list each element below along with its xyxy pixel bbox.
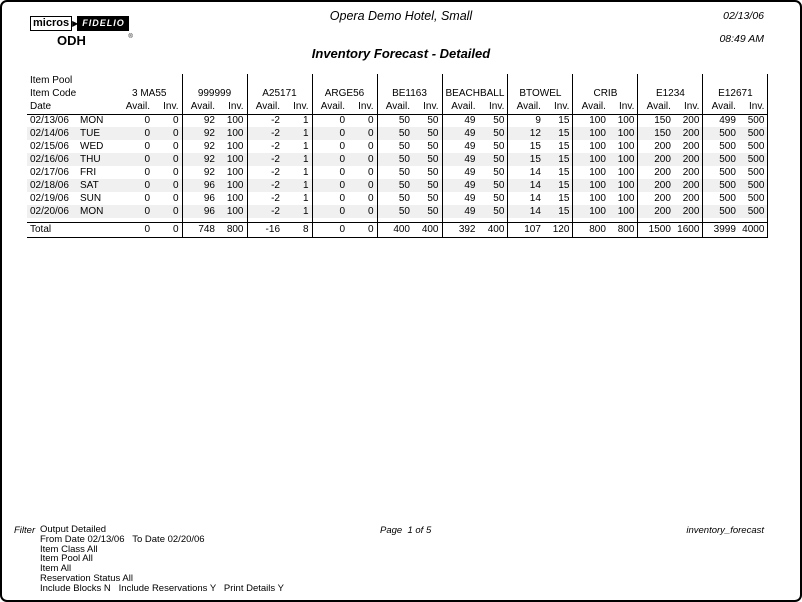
inv-value: 100 xyxy=(609,140,638,153)
avail-column-header: Avail. xyxy=(377,100,413,114)
inv-value: 15 xyxy=(544,166,573,179)
item-code-header: ARGE56 xyxy=(312,87,377,100)
inv-value: 50 xyxy=(413,140,442,153)
avail-column-header: Avail. xyxy=(312,100,348,114)
inv-value: 50 xyxy=(479,153,508,166)
avail-value: -2 xyxy=(247,179,283,192)
header-row-columns xyxy=(27,100,768,114)
total-avail-value: 3999 xyxy=(703,222,739,237)
date-cell: 02/19/06 xyxy=(30,192,69,204)
inv-value: 15 xyxy=(544,127,573,140)
item-pool-value xyxy=(638,74,703,87)
inv-column-header: Inv. xyxy=(674,100,703,114)
inv-value: 50 xyxy=(413,153,442,166)
avail-value: 200 xyxy=(638,205,674,218)
avail-value: -2 xyxy=(247,127,283,140)
inv-value: 1 xyxy=(283,140,312,153)
inv-value: 500 xyxy=(739,192,768,205)
avail-value: 96 xyxy=(182,179,218,192)
date-column-header: Date xyxy=(27,100,77,114)
total-avail-value: 107 xyxy=(508,222,544,237)
total-inv-value: 4000 xyxy=(739,222,768,237)
inv-value: 100 xyxy=(218,192,247,205)
avail-value: 150 xyxy=(654,114,671,126)
inv-value: 0 xyxy=(153,166,182,179)
avail-value: 50 xyxy=(398,166,410,178)
inv-value: 200 xyxy=(674,153,703,166)
inv-value: 0 xyxy=(348,127,377,140)
inv-value: 0 xyxy=(348,166,377,179)
avail-value: 49 xyxy=(442,179,479,192)
avail-value: 100 xyxy=(573,179,609,192)
inv-value: 1 xyxy=(283,153,312,166)
date-cell: 02/20/06 xyxy=(27,205,77,218)
table-row xyxy=(27,205,768,218)
avail-column-header: Avail. xyxy=(508,100,544,114)
inv-value: 50 xyxy=(479,192,508,205)
avail-value: 0 xyxy=(312,127,348,140)
total-inv-value: 400 xyxy=(479,222,508,237)
total-inv-value: 800 xyxy=(609,222,638,237)
item-pool-value xyxy=(312,74,377,87)
avail-value: 0 xyxy=(117,205,153,218)
avail-value: 49 xyxy=(442,205,479,218)
avail-value: 0 xyxy=(339,114,345,126)
inv-value: 50 xyxy=(413,205,442,218)
avail-value: 100 xyxy=(573,153,609,166)
forecast-table xyxy=(27,74,768,238)
report-date: 02/13/06 xyxy=(723,10,764,22)
avail-value: 200 xyxy=(654,192,671,204)
table-row xyxy=(27,127,768,140)
avail-value: 0 xyxy=(312,205,348,218)
total-inv-value: 800 xyxy=(218,222,247,237)
day-column-header xyxy=(77,100,117,114)
day-cell: FRI xyxy=(80,166,97,178)
inv-value: 0 xyxy=(153,114,182,127)
inv-value: 50 xyxy=(479,127,508,140)
date-cell: 02/13/06 xyxy=(30,114,69,126)
inv-value: 100 xyxy=(609,127,638,140)
inv-value: 50 xyxy=(479,205,508,218)
inv-value: 0 xyxy=(348,179,377,192)
avail-value: 0 xyxy=(144,140,150,152)
inv-value: 100 xyxy=(218,179,247,192)
total-avail-value: 748 xyxy=(182,222,218,237)
hotel-name: Opera Demo Hotel, Small xyxy=(329,9,473,23)
total-label: Total xyxy=(27,222,117,237)
avail-value: 9 xyxy=(535,114,541,126)
inv-value: 200 xyxy=(674,192,703,205)
registered-mark: ® xyxy=(128,34,133,40)
avail-value: 0 xyxy=(312,179,348,192)
inv-value: 0 xyxy=(153,127,182,140)
filter-line: Output Detailed xyxy=(40,524,107,535)
day-cell: MON xyxy=(77,205,117,218)
inv-value: 0 xyxy=(153,140,182,153)
avail-value: 49 xyxy=(464,192,476,204)
inv-value: 100 xyxy=(218,205,247,218)
page-number: Page 1 of 5 xyxy=(380,525,432,536)
inv-value: 0 xyxy=(348,205,377,218)
item-code-header: E12671 xyxy=(703,87,768,100)
item-code-header: 999999 xyxy=(182,87,247,100)
date-cell: 02/16/06 xyxy=(27,153,77,166)
avail-value: 200 xyxy=(654,140,671,152)
avail-value: -2 xyxy=(271,166,280,178)
inv-value: 100 xyxy=(609,166,638,179)
inv-value: 500 xyxy=(739,166,768,179)
inv-column-header: Inv. xyxy=(739,100,768,114)
item-pool-value xyxy=(508,74,573,87)
inv-value: 50 xyxy=(479,114,508,127)
filter-line: Item Pool All xyxy=(40,553,93,565)
inv-value: 100 xyxy=(218,153,247,166)
inv-value: 200 xyxy=(674,205,703,218)
inv-value: 0 xyxy=(153,205,182,218)
inv-value: 50 xyxy=(413,179,442,192)
inv-value: 0 xyxy=(348,114,377,127)
avail-value: 0 xyxy=(339,166,345,178)
inv-value: 50 xyxy=(413,114,442,127)
inv-value: 15 xyxy=(544,153,573,166)
avail-value: 92 xyxy=(203,114,215,126)
avail-value: 12 xyxy=(508,127,544,140)
inv-value: 500 xyxy=(739,127,768,140)
avail-value: 14 xyxy=(508,179,544,192)
inv-value: 50 xyxy=(413,192,442,205)
inv-column-header: Inv. xyxy=(544,100,573,114)
avail-value: 14 xyxy=(529,166,541,178)
avail-value: 150 xyxy=(638,127,674,140)
micros-logo-text: micros xyxy=(30,16,72,31)
inv-value: 0 xyxy=(348,153,377,166)
avail-value: 500 xyxy=(719,192,736,204)
item-pool-label: Item Pool xyxy=(30,74,73,86)
avail-value: 100 xyxy=(573,127,609,140)
avail-value: 100 xyxy=(573,205,609,218)
table-row xyxy=(27,153,768,166)
avail-value: 50 xyxy=(377,153,413,166)
avail-value: 100 xyxy=(589,192,606,204)
avail-value: 0 xyxy=(117,179,153,192)
inv-value: 100 xyxy=(609,205,638,218)
day-cell: MON xyxy=(80,114,104,126)
total-avail-value: 800 xyxy=(573,222,609,237)
item-pool-value xyxy=(247,74,312,87)
date-cell: 02/14/06 xyxy=(27,127,77,140)
avail-value: 500 xyxy=(703,179,739,192)
avail-value: -2 xyxy=(271,192,280,204)
total-inv-value: 400 xyxy=(413,222,442,237)
avail-column-header: Avail. xyxy=(573,100,609,114)
inv-value: 100 xyxy=(609,179,638,192)
inv-value: 200 xyxy=(674,140,703,153)
inv-value: 1 xyxy=(283,127,312,140)
item-pool-value xyxy=(573,74,638,87)
avail-value: 0 xyxy=(144,166,150,178)
avail-value: 500 xyxy=(719,166,736,178)
inv-value: 50 xyxy=(479,166,508,179)
logo-arrow-icon: ▶ xyxy=(72,19,79,29)
day-cell: SAT xyxy=(77,179,117,192)
inv-column-header: Inv. xyxy=(153,100,182,114)
avail-value: 15 xyxy=(529,140,541,152)
inv-column-header: Inv. xyxy=(283,100,312,114)
date-cell: 02/17/06 xyxy=(30,166,69,178)
inv-value: 100 xyxy=(218,114,247,127)
total-avail-value: -16 xyxy=(247,222,283,237)
avail-value: 49 xyxy=(464,114,476,126)
inv-value: 15 xyxy=(544,179,573,192)
avail-value: 0 xyxy=(312,153,348,166)
total-row xyxy=(27,222,768,237)
inv-value: 50 xyxy=(413,127,442,140)
avail-value: 49 xyxy=(442,127,479,140)
avail-value: 200 xyxy=(638,153,674,166)
avail-value: 50 xyxy=(398,114,410,126)
item-code-header: E1234 xyxy=(638,87,703,100)
avail-value: 499 xyxy=(719,114,736,126)
inv-value: 15 xyxy=(544,114,573,127)
avail-value: 50 xyxy=(377,127,413,140)
table-row xyxy=(27,140,768,153)
avail-value: 500 xyxy=(703,153,739,166)
avail-value: 14 xyxy=(529,192,541,204)
day-cell: WED xyxy=(80,140,104,152)
inv-value: 1 xyxy=(283,166,312,179)
day-cell: SUN xyxy=(80,192,102,204)
table-row xyxy=(27,166,768,179)
item-code-header: BE1163 xyxy=(377,87,442,100)
inv-value: 500 xyxy=(739,205,768,218)
item-pool-value xyxy=(182,74,247,87)
date-cell: 02/15/06 xyxy=(30,140,69,152)
fidelio-logo-text: FIDELIO xyxy=(77,16,129,31)
inv-value: 500 xyxy=(739,153,768,166)
filter-label: Filter xyxy=(14,525,36,536)
report-time: 08:49 AM xyxy=(719,33,764,45)
avail-value: 50 xyxy=(398,140,410,152)
inv-column-header: Inv. xyxy=(479,100,508,114)
inv-value: 0 xyxy=(153,179,182,192)
total-inv-value: 8 xyxy=(283,222,312,237)
avail-value: 50 xyxy=(398,192,410,204)
avail-column-header: Avail. xyxy=(703,100,739,114)
item-pool-value xyxy=(117,74,182,87)
avail-value: 0 xyxy=(339,192,345,204)
item-code-header: CRIB xyxy=(573,87,638,100)
total-inv-value: 0 xyxy=(348,222,377,237)
filter-line: From Date 02/13/06 To Date 02/20/06 xyxy=(40,533,205,545)
item-code-header: 3 MA55 xyxy=(117,87,182,100)
avail-value: 500 xyxy=(703,127,739,140)
inv-value: 50 xyxy=(413,166,442,179)
inv-value: 50 xyxy=(479,179,508,192)
avail-value: 0 xyxy=(117,127,153,140)
avail-value: 49 xyxy=(442,153,479,166)
inv-value: 200 xyxy=(674,179,703,192)
day-cell: TUE xyxy=(77,127,117,140)
filter-criteria xyxy=(40,525,284,594)
avail-value: 50 xyxy=(377,179,413,192)
avail-value: 49 xyxy=(464,140,476,152)
inv-value: 50 xyxy=(479,140,508,153)
total-avail-value: 0 xyxy=(312,222,348,237)
inv-value: 100 xyxy=(609,192,638,205)
inv-value: 0 xyxy=(153,153,182,166)
inv-column-header: Inv. xyxy=(413,100,442,114)
avail-value: -2 xyxy=(271,140,280,152)
item-code-header: BEACHBALL xyxy=(442,87,508,100)
table-row xyxy=(27,114,768,127)
item-code-header: A25171 xyxy=(247,87,312,100)
total-inv-value: 120 xyxy=(544,222,573,237)
total-avail-value: 392 xyxy=(442,222,479,237)
header-row-item-pool xyxy=(27,74,768,87)
avail-value: 92 xyxy=(182,153,218,166)
inv-value: 15 xyxy=(544,192,573,205)
avail-value: 0 xyxy=(144,114,150,126)
avail-value: 100 xyxy=(589,114,606,126)
inv-column-header: Inv. xyxy=(218,100,247,114)
inv-value: 1 xyxy=(283,205,312,218)
avail-value: 92 xyxy=(203,140,215,152)
inv-value: 100 xyxy=(218,166,247,179)
inv-value: 1 xyxy=(283,179,312,192)
table-row xyxy=(27,192,768,205)
avail-value: -2 xyxy=(271,114,280,126)
filter-line: Include Blocks N Include Reservations Y Print Details Y xyxy=(40,582,284,594)
inv-column-header: Inv. xyxy=(348,100,377,114)
avail-value: -2 xyxy=(247,205,283,218)
inv-value: 500 xyxy=(739,179,768,192)
filter-line: Item All xyxy=(40,563,72,575)
inv-value: 0 xyxy=(348,192,377,205)
avail-value: 0 xyxy=(144,192,150,204)
total-avail-value: 0 xyxy=(117,222,153,237)
inv-value: 100 xyxy=(218,140,247,153)
item-code-header: BTOWEL xyxy=(508,87,573,100)
avail-value: 96 xyxy=(203,192,215,204)
avail-value: 15 xyxy=(508,153,544,166)
inv-value: 15 xyxy=(544,205,573,218)
inv-value: 200 xyxy=(674,166,703,179)
avail-value: 0 xyxy=(117,153,153,166)
inv-value: 0 xyxy=(153,192,182,205)
avail-value: 100 xyxy=(589,166,606,178)
item-pool-value xyxy=(377,74,442,87)
avail-value: -2 xyxy=(247,153,283,166)
filter-line: Item Class All xyxy=(40,543,98,555)
avail-column-header: Avail. xyxy=(182,100,218,114)
avail-column-header: Avail. xyxy=(247,100,283,114)
avail-value: 100 xyxy=(589,140,606,152)
day-cell: THU xyxy=(77,153,117,166)
item-code-label: Item Code xyxy=(30,87,77,99)
inv-value: 100 xyxy=(218,127,247,140)
table-row xyxy=(27,179,768,192)
total-inv-value: 0 xyxy=(153,222,182,237)
avail-value: 0 xyxy=(339,140,345,152)
inv-column-header: Inv. xyxy=(609,100,638,114)
total-inv-value: 1600 xyxy=(674,222,703,237)
inv-value: 500 xyxy=(739,114,768,127)
avail-column-header: Avail. xyxy=(442,100,479,114)
item-pool-value xyxy=(442,74,508,87)
header-row-item-code xyxy=(27,87,768,100)
total-avail-value: 1500 xyxy=(638,222,674,237)
avail-value: 500 xyxy=(719,140,736,152)
avail-value: 50 xyxy=(377,205,413,218)
inv-value: 1 xyxy=(283,114,312,127)
avail-column-header: Avail. xyxy=(117,100,153,114)
item-pool-value xyxy=(703,74,768,87)
total-avail-value: 400 xyxy=(377,222,413,237)
date-cell: 02/18/06 xyxy=(27,179,77,192)
avail-value: 92 xyxy=(182,127,218,140)
avail-value: 500 xyxy=(703,205,739,218)
avail-column-header: Avail. xyxy=(638,100,674,114)
avail-value: 96 xyxy=(182,205,218,218)
inv-value: 0 xyxy=(348,140,377,153)
avail-value: 92 xyxy=(203,166,215,178)
property-code: ODH xyxy=(57,33,86,48)
inv-value: 100 xyxy=(609,114,638,127)
inv-value: 200 xyxy=(674,114,703,127)
avail-value: 14 xyxy=(508,205,544,218)
inv-value: 15 xyxy=(544,140,573,153)
report-file-name: inventory_forecast xyxy=(686,525,764,536)
filter-line: Reservation Status All xyxy=(40,572,133,584)
page-title: Inventory Forecast - Detailed xyxy=(311,46,491,61)
avail-value: 49 xyxy=(464,166,476,178)
inv-value: 500 xyxy=(739,140,768,153)
inv-value: 200 xyxy=(674,127,703,140)
inv-value: 1 xyxy=(283,192,312,205)
avail-value: 200 xyxy=(638,179,674,192)
avail-value: 200 xyxy=(654,166,671,178)
inv-value: 100 xyxy=(609,153,638,166)
